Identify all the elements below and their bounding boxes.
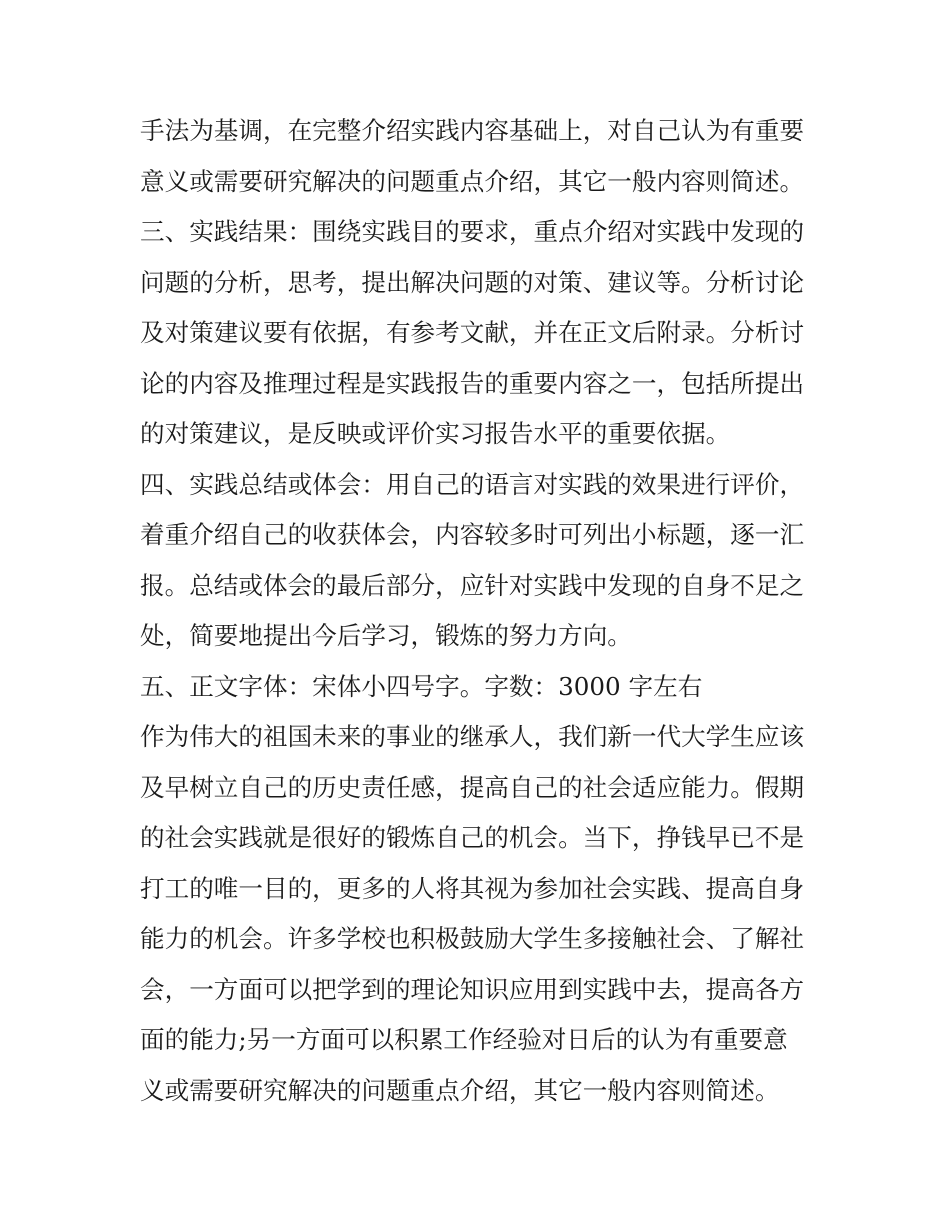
text-line-19: 面的能力;另一方面可以积累工作经验对日后的认为有重要意 bbox=[140, 1025, 788, 1054]
text-line-13: 作为伟大的祖国未来的事业的继承人，我们新一代大学生应该 bbox=[140, 722, 805, 751]
text-line-17: 能力的机会。许多学校也积极鼓励大学生多接触社会、了解社 bbox=[140, 924, 805, 953]
text-line-7: 的对策建议，是反映或评价实习报告水平的重要依据。 bbox=[140, 419, 731, 448]
text-line-9: 着重介绍自己的收获体会，内容较多时可列出小标题，逐一汇 bbox=[140, 520, 805, 549]
text-line-4: 问题的分析，思考，提出解决问题的对策、建议等。分析讨论 bbox=[140, 267, 805, 297]
text-line-3: 三、实践结果：围绕实践目的要求，重点介绍对实践中发现的 bbox=[140, 217, 805, 246]
text-line-5: 及对策建议要有依据，有参考文献，并在正文后附录。分析讨 bbox=[140, 318, 805, 347]
text-line-10: 报。总结或体会的最后部分，应针对实践中发现的自身不足之 bbox=[140, 570, 805, 600]
document-body bbox=[140, 106, 820, 1116]
text-line-18: 会，一方面可以把学到的理论知识应用到实践中去，提高各方 bbox=[140, 974, 805, 1004]
text-line-15: 的社会实践就是很好的锻炼自己的机会。当下，挣钱早已不是 bbox=[140, 823, 805, 852]
text-line-12: 五、正文字体：宋体小四号字。字数：3000 字左右 bbox=[140, 671, 703, 701]
text-line-14: 及早树立自己的历史责任感，提高自己的社会适应能力。假期 bbox=[140, 772, 805, 802]
text-line-6: 论的内容及推理过程是实践报告的重要内容之一，包括所提出 bbox=[140, 368, 805, 398]
text-line-16: 打工的唯一目的，更多的人将其视为参加社会实践、提高自身 bbox=[140, 873, 805, 903]
text-line-2: 意义或需要研究解决的问题重点介绍，其它一般内容则简述。 bbox=[140, 166, 805, 196]
text-line-8: 四、实践总结或体会：用自己的语言对实践的效果进行评价， bbox=[140, 469, 805, 499]
text-line-20: 义或需要研究解决的问题重点介绍，其它一般内容则简述。 bbox=[140, 1075, 780, 1105]
text-line-1: 手法为基调，在完整介绍实践内容基础上，对自己认为有重要 bbox=[140, 116, 805, 145]
text-line-11: 处，简要地提出今后学习，锻炼的努力方向。 bbox=[140, 621, 632, 650]
